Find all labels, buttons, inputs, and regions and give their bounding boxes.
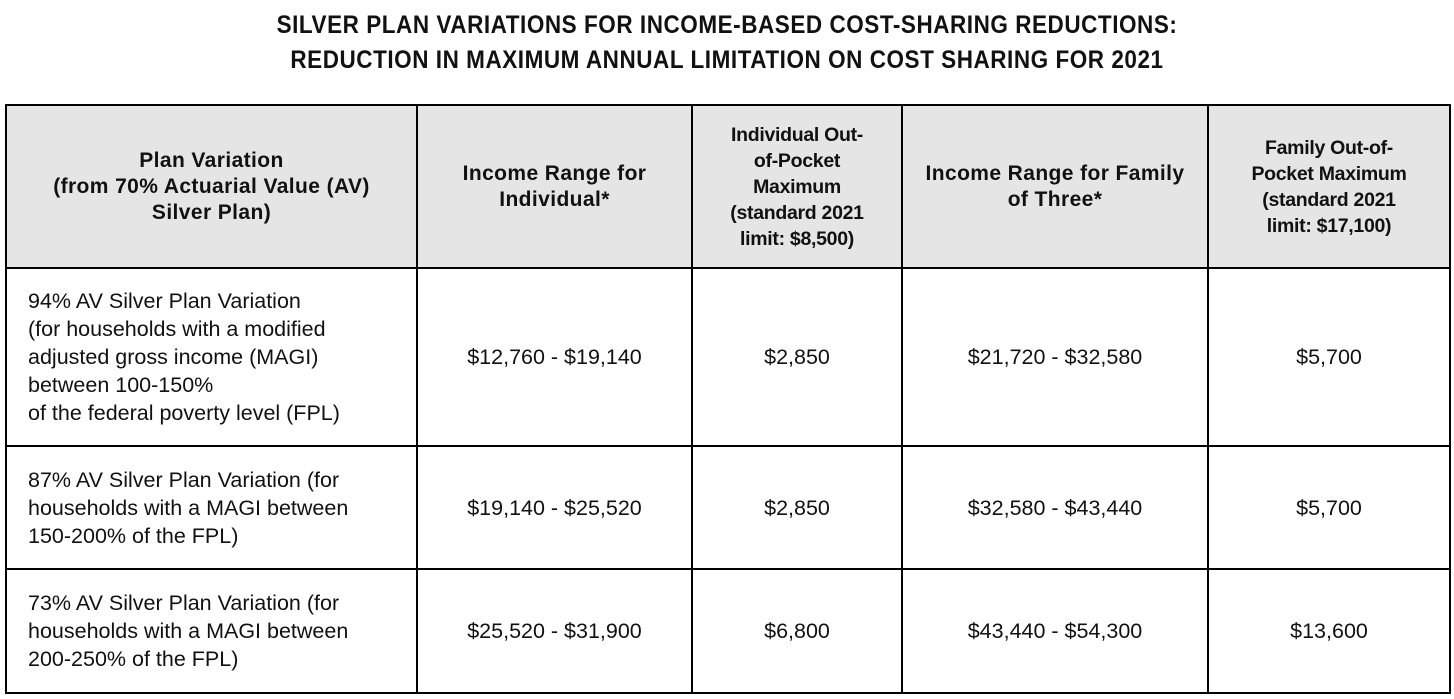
header-line: limit: $8,500)	[740, 227, 854, 250]
header-individual-oop-max	[692, 105, 902, 268]
variation-line: households with a MAGI between	[28, 495, 349, 520]
header-plan-variation	[6, 105, 417, 268]
header-line: (from 70% Actuarial Value (AV)	[53, 174, 370, 198]
header-line: Plan Variation	[139, 148, 284, 172]
variation-line: (for households with a modified	[28, 317, 326, 341]
header-line: (standard 2021	[1262, 188, 1396, 211]
variation-line: 150-200% of the FPL)	[28, 523, 239, 548]
title-line-2: REDUCTION IN MAXIMUM ANNUAL LIMITATION ON COST SHARING FOR 2021	[290, 46, 1164, 74]
plan-variation-cell	[6, 569, 417, 693]
plan-variation-cell	[6, 446, 417, 569]
family-oop-max-cell: $5,700	[1208, 268, 1450, 446]
plan-variation-cell	[6, 268, 417, 446]
table-row	[6, 268, 1450, 446]
individual-oop-max-cell: $2,850	[692, 268, 902, 446]
family-income-range-cell: $32,580 - $43,440	[902, 446, 1208, 569]
variation-line: between 100-150%	[28, 373, 214, 397]
header-line: Income Range for	[462, 161, 647, 185]
header-line: Maximum	[753, 175, 841, 198]
family-oop-max-cell: $13,600	[1208, 569, 1450, 693]
cost-sharing-table	[5, 104, 1451, 694]
individual-income-range-cell: $12,760 - $19,140	[417, 268, 692, 446]
header-line: limit: $17,100)	[1266, 214, 1392, 237]
family-oop-max-cell: $5,700	[1208, 446, 1450, 569]
variation-line: 87% AV Silver Plan Variation (for	[28, 467, 340, 492]
individual-income-range-cell: $19,140 - $25,520	[417, 446, 692, 569]
header-line: Income Range for Family	[925, 161, 1185, 185]
header-line: Family Out-of-	[1265, 136, 1393, 159]
header-family-oop-max	[1208, 105, 1450, 268]
header-line: Pocket Maximum	[1251, 162, 1407, 185]
header-line: Individual*	[499, 187, 610, 211]
header-line: Silver Plan)	[151, 200, 272, 224]
table-row	[6, 569, 1450, 693]
header-row	[6, 105, 1450, 268]
variation-line: adjusted gross income (MAGI)	[28, 345, 319, 369]
variation-line: 200-250% of the FPL)	[28, 647, 239, 671]
family-income-range-cell: $21,720 - $32,580	[902, 268, 1208, 446]
variation-line: households with a MAGI between	[28, 619, 349, 643]
individual-oop-max-cell: $2,850	[692, 446, 902, 569]
header-line: of Three*	[1007, 187, 1103, 211]
document-title	[73, 8, 1382, 78]
table-row	[6, 446, 1450, 569]
header-line: Individual Out-	[731, 123, 863, 146]
family-income-range-cell: $43,440 - $54,300	[902, 569, 1208, 693]
header-line: (standard 2021	[730, 201, 864, 224]
header-income-range-individual	[417, 105, 692, 268]
variation-line: 73% AV Silver Plan Variation (for	[28, 591, 340, 615]
title-line-1: SILVER PLAN VARIATIONS FOR INCOME-BASED COST-SHARING REDUCTIONS:	[276, 11, 1178, 39]
header-line: of-Pocket	[753, 149, 841, 172]
individual-oop-max-cell: $6,800	[692, 569, 902, 693]
variation-line: of the federal poverty level (FPL)	[28, 401, 340, 425]
header-income-range-family	[902, 105, 1208, 268]
individual-income-range-cell: $25,520 - $31,900	[417, 569, 692, 693]
variation-line: 94% AV Silver Plan Variation	[28, 289, 301, 313]
